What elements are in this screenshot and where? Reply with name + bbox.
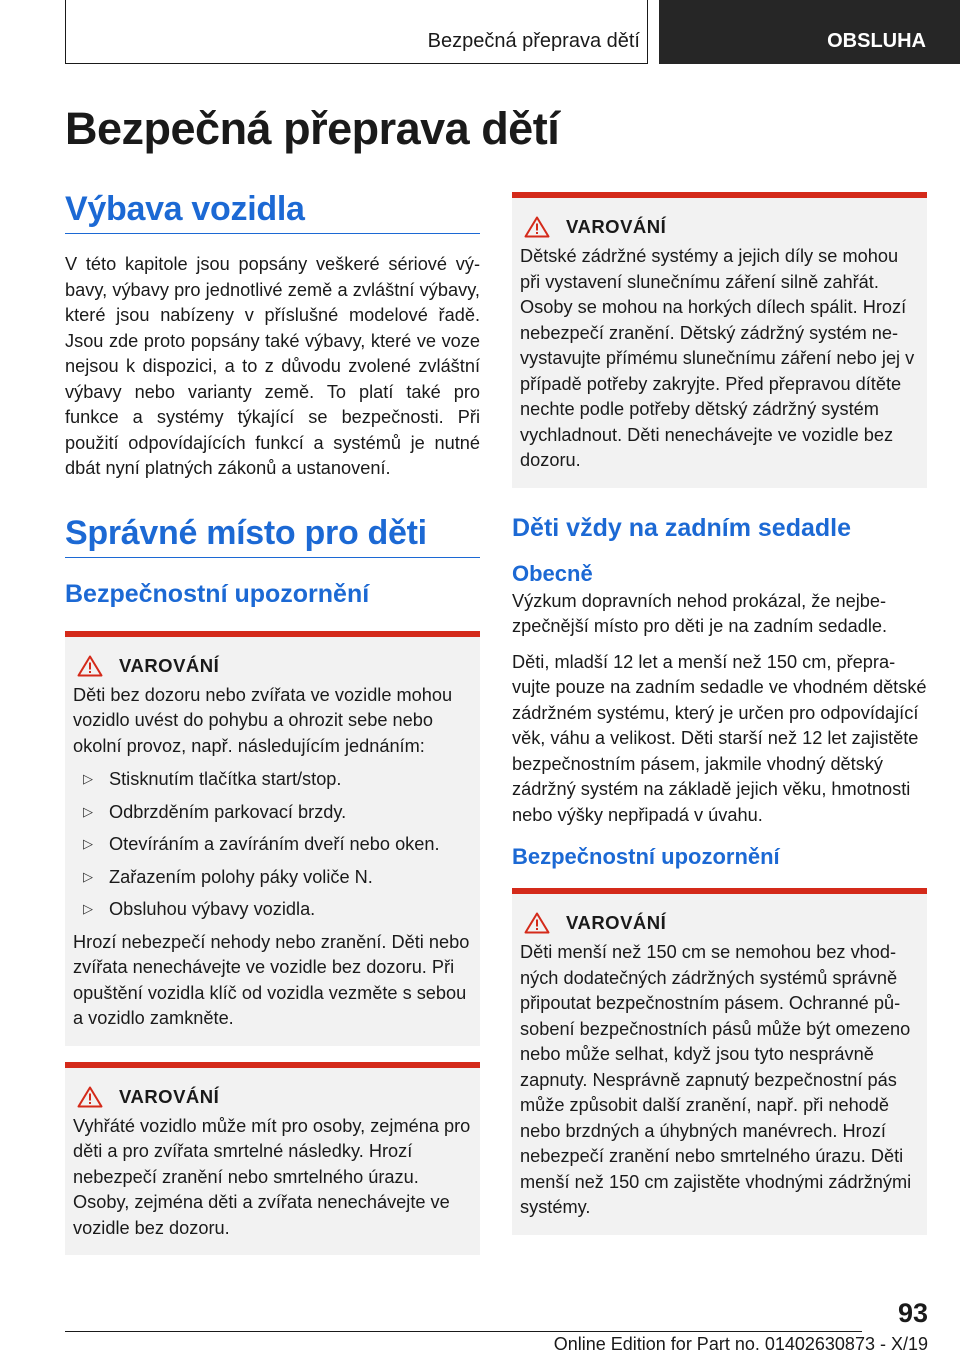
- warning-action-list: [73, 763, 472, 926]
- warning-box: [65, 1062, 480, 1256]
- paragraph-age-rule: Děti, mladší 12 let a menší než 150 cm, přepravujte pouze na zadním sedadle ve vhodném dětské zádržném systému, který je určen pro odpovídající věk, váhu a velikost. Děti starší než 12 let zajistěte bezpečnostním pásem, jakmile vhodný dětský zádržný systém na základě jejich věku, hmotnosti nebo výšky nepřipadá v úvahu.: [512, 651, 927, 825]
- header-chapter-label: OBSLUHA: [827, 30, 926, 52]
- warning-triangle-icon: [524, 912, 550, 934]
- warning-triangle-icon: [524, 216, 550, 238]
- footer-edition: Online Edition for Part no. 01402630873 - X/19: [553, 1334, 928, 1354]
- page-header: [0, 0, 960, 66]
- list-item: ▷ Otevíráním a zavíráním dveří nebo oken.: [73, 828, 472, 861]
- section-heading-spravne-misto: Správné místo pro děti: [65, 514, 480, 558]
- warning-title: VAROVÁNÍ: [566, 912, 667, 933]
- warning-box: [512, 888, 927, 1235]
- subheading-bezpecnostni-upozorneni: Bezpečnostní upozornění: [512, 844, 780, 869]
- warning-text: Dětské zádržné systémy a jejich díly se mohou při vystavení slunečnímu záření silně zahřát. Osoby se mohou na horkých dílech spálit. Hrozí nebezpečí zranění. Dětský zádržný systém nevystavujte přímému slunečnímu záření nebo jej v případě potřeby zakryjte. Před přepravou dítěte nechte podle potřeby dětský zádržný systém vychladnout. Děti nenechávejte ve vozidle bez dozoru.: [520, 246, 915, 470]
- warning-outro: Hrozí nebezpečí nehody nebo zranění. Děti nebo zvířata nenechávejte ve vozidle bez dozoru. Při opuštění vozidla klíč od vozidla vezměte s sebou a vozidlo zamkněte.: [73, 931, 470, 1028]
- section-heading-vybava: Výbava vozidla: [65, 190, 480, 234]
- list-item: ▷ Stisknutím tlačítka start/stop.: [73, 763, 472, 796]
- section-heading-zadni-sedadlo: Děti vždy na zadním sedadle: [512, 513, 851, 542]
- warning-triangle-icon: [77, 655, 103, 677]
- right-column: [512, 190, 927, 1235]
- warning-box: [512, 192, 927, 488]
- vybava-text: V této kapitole jsou popsány veškeré sériové výbavy, výbavy pro jednotlivé země a zvláštní výbavy, které jsou nabízeny v příslušné modelové řadě. Jsou zde proto popsány také výbavy, které ve voze nejsou k dispozici, a to z důvodu zvolené zvláštní výbavy nebo varianty země. To platí také pro funkce a systémy týkající se bezpečnosti. Při použití odpovídajících funkcí a systémů je nutné dbát nyní platných zákonů a ustanovení.: [65, 254, 480, 478]
- warning-title: VAROVÁNÍ: [119, 1085, 220, 1107]
- warning-text: Vyhřáté vozidlo může mít pro osoby, zejména pro děti a pro zvířata smrtelné následky. Hrozí nebezpečí zranění nebo smrtelného úrazu. Osoby, zejména děti a zvířata nenechávejte ve vozidle bez dozoru.: [73, 1115, 471, 1238]
- subheading-bezpecnostni-upozorneni: Bezpečnostní upozornění: [65, 579, 370, 608]
- paragraph-research: Výzkum dopravních nehod prokázal, že nejbezpečnější místo pro děti je na zadním sedadle.: [512, 590, 888, 636]
- list-item: ▷ Zařazením polohy páky voliče N.: [73, 861, 472, 894]
- list-item: ▷ Odbrzděním parkovací brzdy.: [73, 796, 472, 829]
- warning-text: Děti menší než 150 cm se nemohou bez vhodných dodatečných zádržných systémů správně připoutat bezpečnostním pásem. Ochranné působení bezpečnostních pásů může být omezeno nebo může selhat, když jsou tyto nesprávně zapnuty. Nesprávně zapnutý bezpečnostní pás může způsobit další zranění, např. při nehodě nebo brzdných a úhybných manévrech. Hrozí nebezpečí zranění nebo smrtelného úrazu. Děti menší než 150 cm zajistěte vhodnými zádržnými systémy.: [520, 942, 912, 1217]
- left-column: [65, 190, 480, 1255]
- warning-title: VAROVÁNÍ: [119, 654, 220, 676]
- warning-header: [520, 912, 919, 934]
- page-number: 93: [897, 1298, 928, 1328]
- warning-title: VAROVÁNÍ: [566, 216, 667, 237]
- warning-intro: Děti bez dozoru nebo zvířata ve vozidle mohou vozidlo uvést do pohybu a ohrozit sebe nebo okolní provoz, např. následujícím jednáním:: [73, 684, 453, 756]
- triangle-right-icon: ▷: [83, 803, 93, 819]
- warning-header: [520, 216, 919, 238]
- subheading-obecne: Obecně: [512, 560, 593, 586]
- triangle-right-icon: ▷: [83, 771, 93, 786]
- warning-header: [73, 1086, 472, 1108]
- header-chapter-tab: [659, 0, 960, 64]
- triangle-right-icon: ▷: [83, 868, 93, 884]
- triangle-right-icon: ▷: [83, 836, 93, 851]
- page-title: Bezpečná přeprava dětí: [65, 103, 560, 154]
- warning-header: [73, 655, 472, 677]
- header-section-title: Bezpečná přeprava dětí: [427, 30, 640, 52]
- warning-box: [65, 631, 480, 1046]
- warning-triangle-icon: [77, 1086, 103, 1108]
- list-item: ▷ Obsluhou výbavy vozidla.: [73, 893, 472, 926]
- footer-divider: [65, 1331, 862, 1332]
- triangle-right-icon: ▷: [83, 901, 93, 916]
